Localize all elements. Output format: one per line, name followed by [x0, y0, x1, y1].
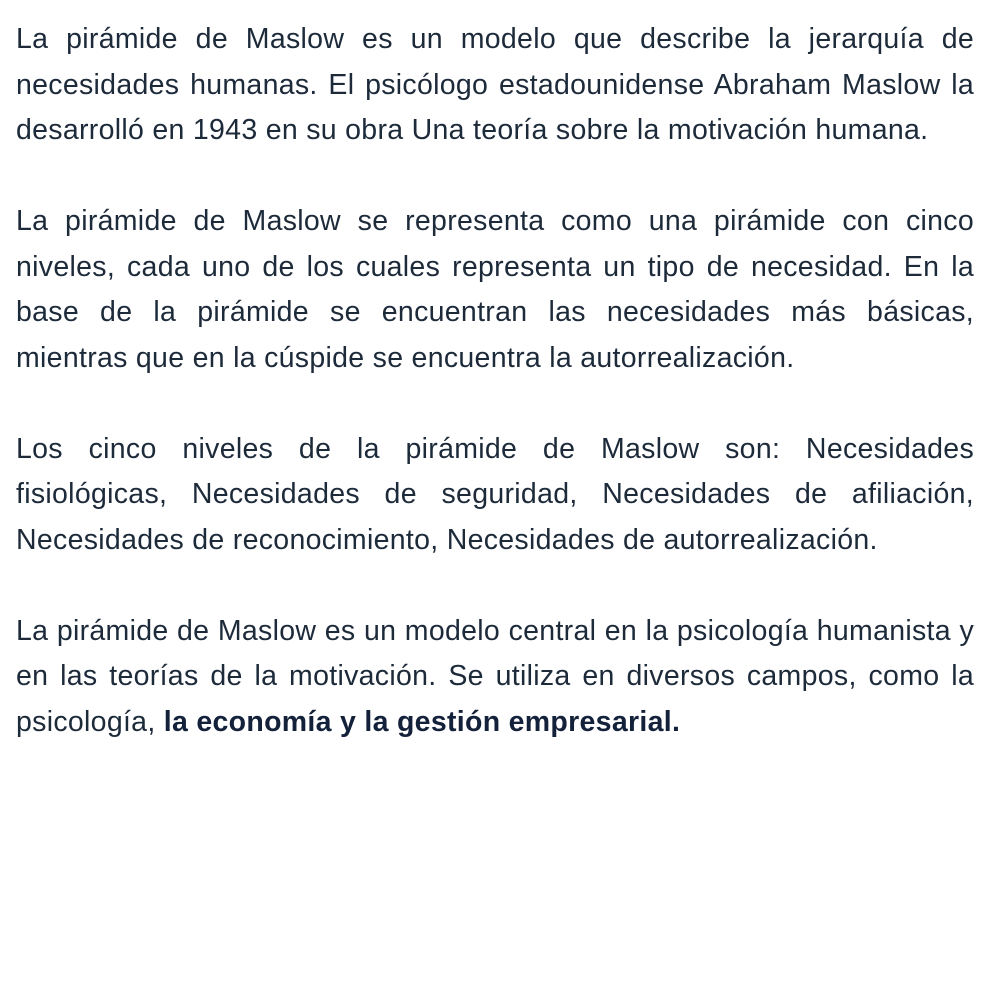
paragraph-applications: [16, 609, 974, 746]
paragraph-intro: [16, 17, 974, 154]
paragraph-levels-description: [16, 199, 974, 381]
paragraph-five-levels-text: Los cinco niveles de la pirámide de Maslow son: Necesidades fisiológicas, Necesidades de seguridad, Necesidades de afiliación, Necesidades de reconocimiento, Necesidades de autorrealización.: [16, 432, 974, 556]
paragraph-five-levels: [16, 427, 974, 564]
document-body: [16, 17, 974, 745]
paragraph-applications-text: La pirámide de Maslow es un modelo central en la psicología humanista y en las teorías de la motivación. Se utiliza en diversos campos, como la psicología,: [16, 614, 974, 738]
paragraph-intro-text: La pirámide de Maslow es un modelo que describe la jerarquía de necesidades humanas. El psicólogo estadounidense Abraham Maslow la desarrolló en 1943 en su obra Una teoría sobre la motivación humana.: [16, 23, 974, 146]
paragraph-levels-description-text: La pirámide de Maslow se representa como una pirámide con cinco niveles, cada uno de los cuales representa un tipo de necesidad. En la base de la pirámide se encuentran las necesidades más básicas, mientras que en la cúspide se encuentra la autorrealización.: [16, 205, 974, 374]
paragraph-applications-bold-text: la economía y la gestión empresarial.: [163, 705, 681, 738]
